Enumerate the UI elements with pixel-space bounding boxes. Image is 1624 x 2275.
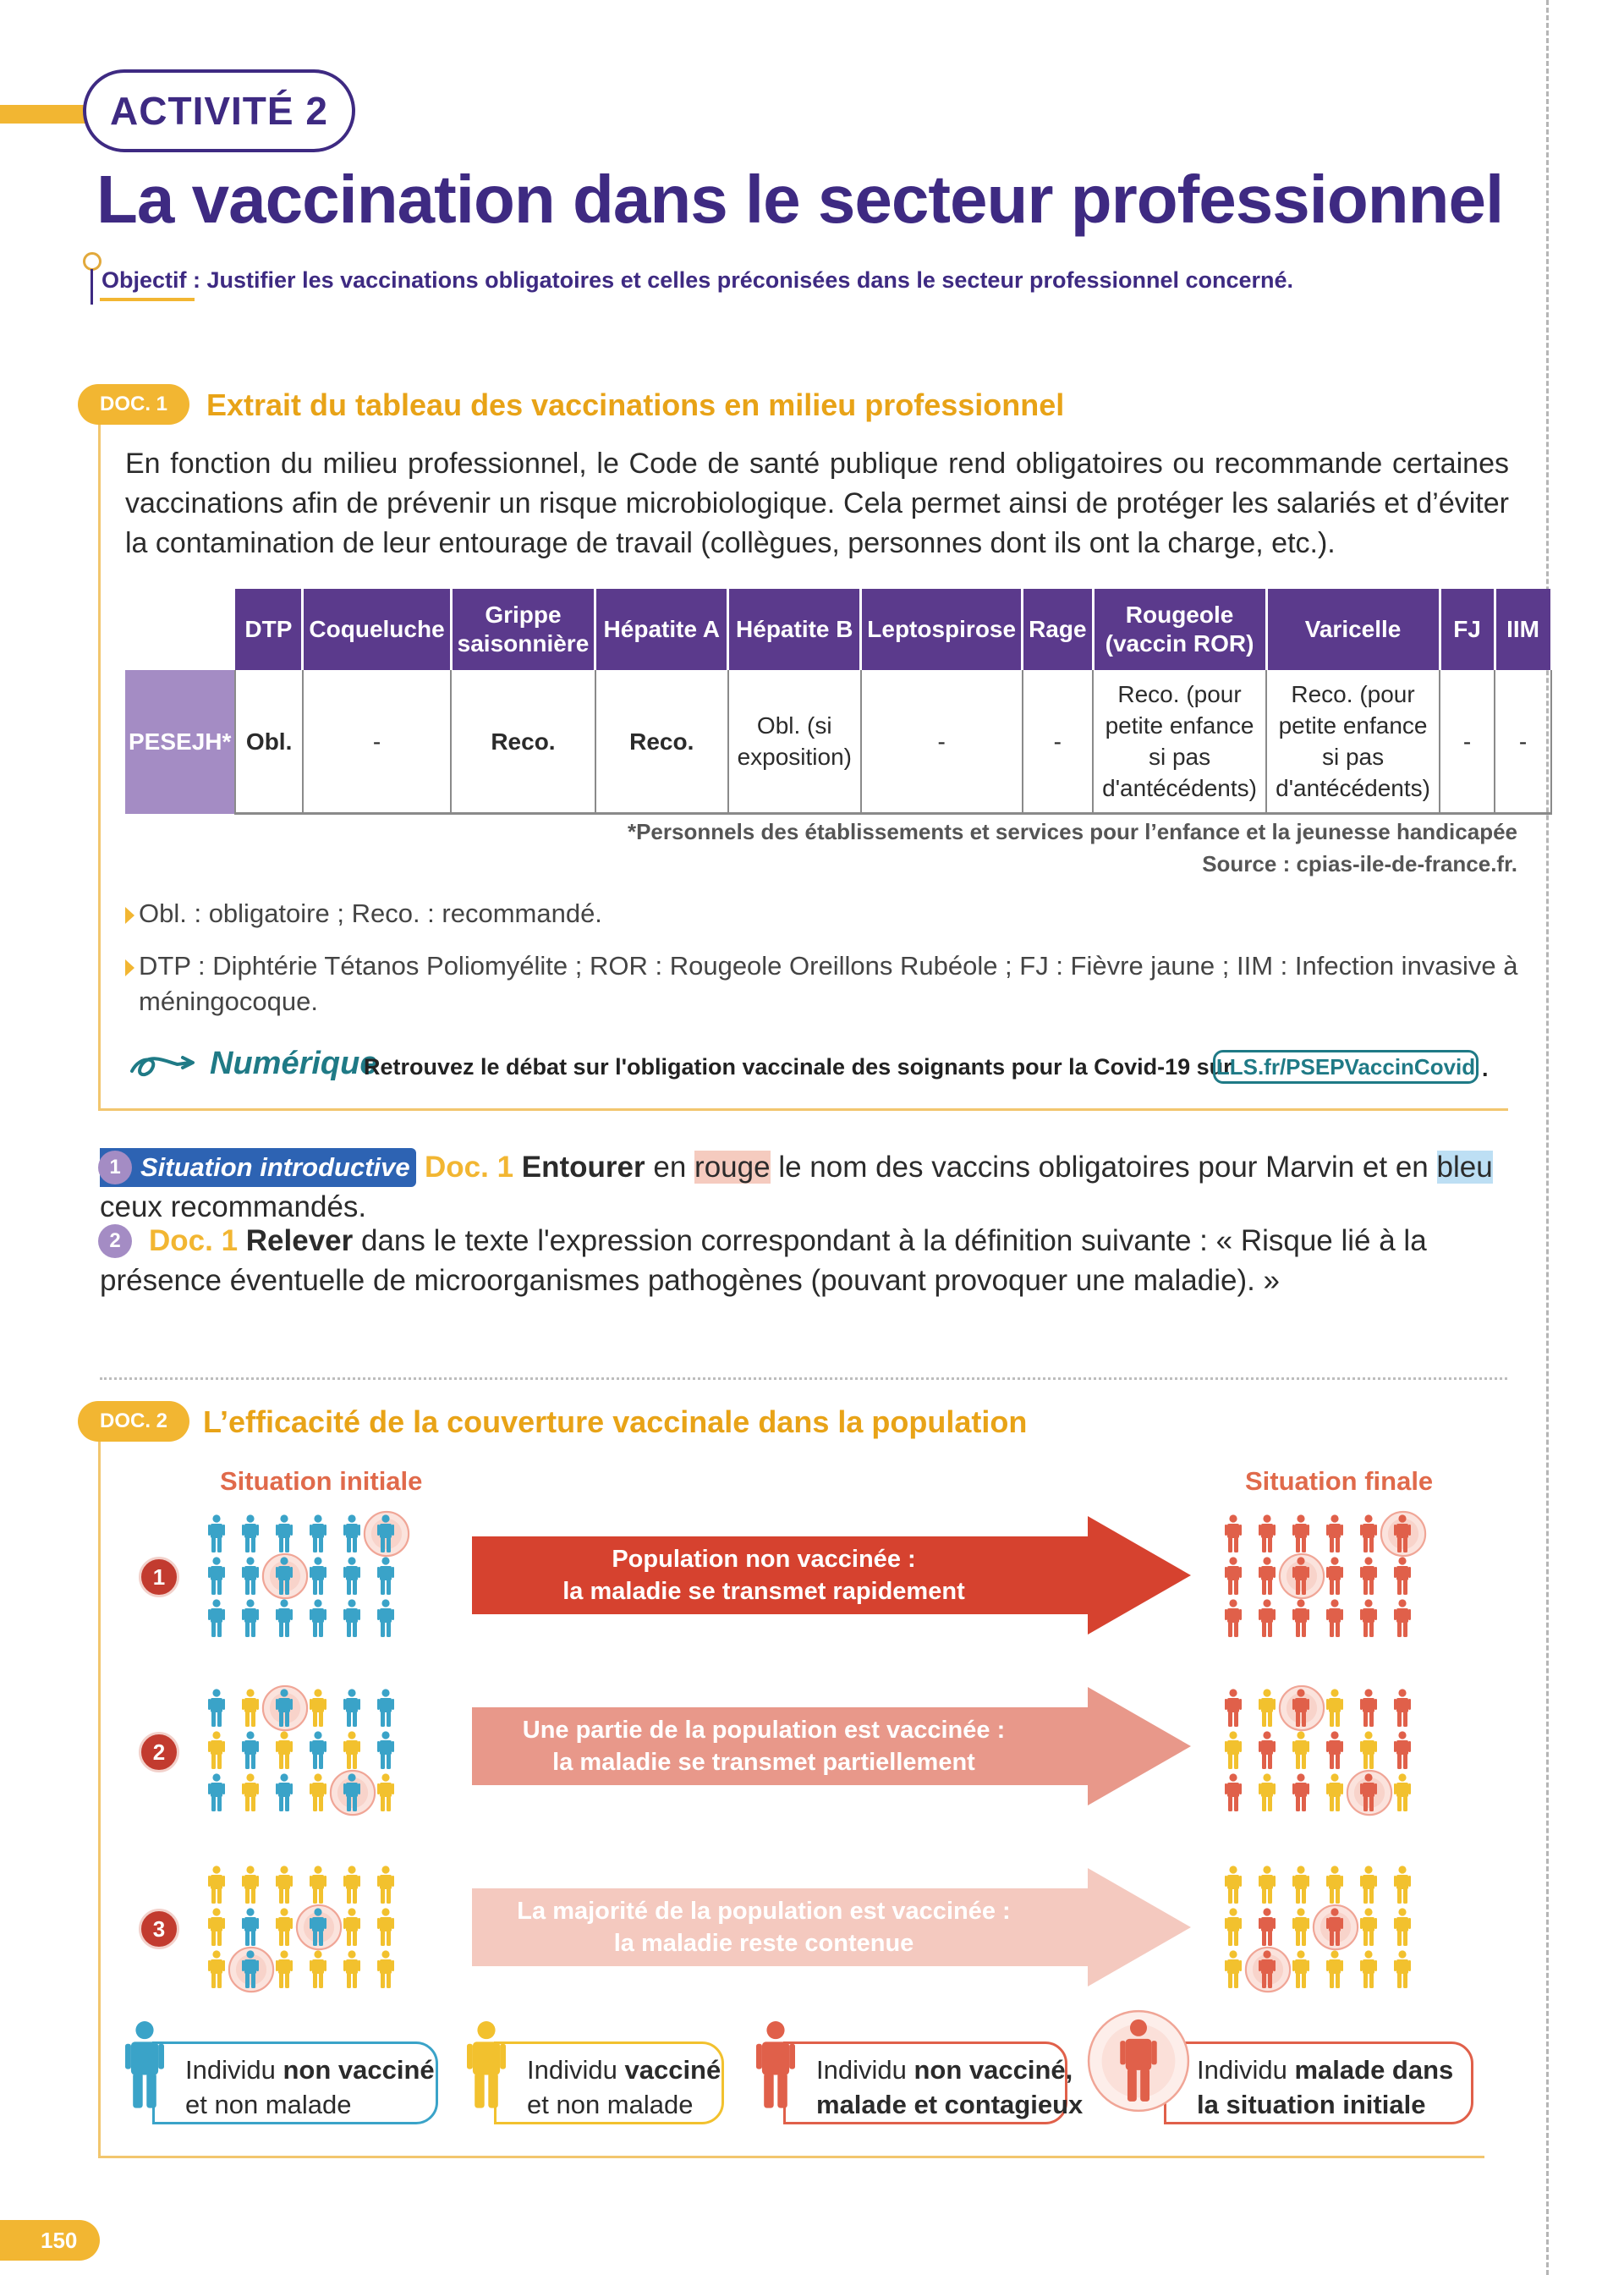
row-3-arrow-line2: la maladie reste contenue [613,1930,914,1957]
person-icon [208,1514,225,1553]
person-icon [310,1514,326,1553]
person-icon [242,1557,259,1596]
legend-initial-sick [1164,2041,1473,2124]
person-icon [1360,1950,1377,1989]
table-header: IIM [1495,589,1551,670]
legend-person-blue-icon [125,2014,164,2117]
person-icon [1225,1908,1242,1947]
person-icon [276,1689,293,1728]
row-3-initial-grid [208,1866,452,1992]
person-icon [310,1557,326,1596]
legend-line [527,2052,721,2087]
person-icon [208,1773,225,1812]
question-2-doc-ref: Doc. 1 [149,1224,239,1257]
legend-bold: vacciné [624,2055,721,2085]
question-1-verb: Entourer [521,1151,645,1184]
person-icon [1292,1557,1309,1596]
person-icon [1292,1514,1309,1553]
person-icon [343,1689,360,1728]
doc2-badge: DOC. 2 [78,1401,189,1442]
row-1-final-grid [1225,1514,1468,1641]
person-icon [1259,1599,1276,1638]
person-icon [1225,1950,1242,1989]
table-footnote: *Personnels des établissements et services pour l’enfance et la jeunesse handicapée [627,819,1517,844]
legend-person-red-icon [756,2014,795,2117]
table-header: Hépatite A [595,589,728,670]
table-header: Coqueluche [303,589,451,670]
person-icon [1394,1514,1411,1553]
person-icon [377,1514,394,1553]
table-header: Rage [1023,589,1093,670]
bullet-icon [125,907,134,924]
row-2-number: 2 [139,1732,179,1772]
person-icon [242,1908,259,1947]
person-icon [1360,1689,1377,1728]
question-2-verb: Relever [245,1224,354,1257]
doc1-title: Extrait du tableau des vaccinations en milieu professionnel [206,387,1065,422]
person-icon [1326,1514,1343,1553]
person-icon [310,1731,326,1770]
legend-line2: malade et contagieux [816,2090,1084,2119]
person-icon [377,1908,394,1947]
person-icon [1292,1866,1309,1904]
person-icon [276,1908,293,1947]
person-icon [310,1950,326,1989]
person-icon [276,1599,293,1638]
numerique-link[interactable]: LLS.fr/PSEPVaccinCovid [1213,1050,1479,1084]
legend-vaccinated [494,2041,724,2124]
legend-line2-text: et non malade [527,2090,694,2119]
person-icon [377,1950,394,1989]
legend-line2: la situation initiale [1197,2090,1426,2119]
person-icon [310,1689,326,1728]
person-icon [343,1866,360,1904]
person-icon [1225,1557,1242,1596]
person-icon [1225,1866,1242,1904]
activity-accent-bar [0,105,86,124]
bullet-icon [125,959,134,976]
question-1-line2: ceux recommandés. [100,1190,367,1223]
person-icon [1326,1908,1343,1947]
person-icon [310,1773,326,1812]
situation-initiale-label: Situation initiale [220,1466,423,1496]
person-icon [242,1689,259,1728]
person-icon [1225,1514,1242,1553]
person-icon [1326,1557,1343,1596]
person-icon [242,1599,259,1638]
legend-line [816,2052,1073,2087]
legend-abbrev-2-cont: méningocoque. [139,986,318,1016]
person-icon [242,1866,259,1904]
legend-person-yellow-icon [467,2014,506,2117]
person-icon [1292,1908,1309,1947]
question-1-doc-ref: Doc. 1 [425,1151,514,1184]
person-icon [242,1731,259,1770]
table-cell: - [861,670,1023,814]
person-icon [208,1731,225,1770]
person-icon [276,1514,293,1553]
table-header: Grippe saisonnière [451,589,595,670]
person-icon [377,1689,394,1728]
person-icon [208,1908,225,1947]
person-icon [310,1866,326,1904]
person-icon [1360,1908,1377,1947]
person-icon [1394,1731,1411,1770]
person-icon [467,2014,506,2117]
person-icon [208,1557,225,1596]
person-icon [1326,1773,1343,1812]
row-3-arrow [472,1868,1191,1987]
person-icon [377,1557,394,1596]
person-icon [1360,1599,1377,1638]
person-icon [1394,1950,1411,1989]
objective [102,267,1293,294]
person-icon [1259,1514,1276,1553]
question-1-line1 [425,1147,1493,1187]
person-icon [1360,1773,1377,1812]
legend-line2 [527,2087,721,2122]
row-2-arrow-line2: la maladie se transmet partiellement [552,1749,975,1776]
table-cell: - [303,670,451,814]
legend-pre: Individu [816,2055,907,2085]
person-icon [276,1866,293,1904]
person-icon [377,1773,394,1812]
person-icon [343,1773,360,1812]
question-2-text-a: dans le texte l'expression correspondant à la définition suivante : « Risque lié à la [361,1224,1427,1257]
situation-introductive-badge: Situation introductive [100,1148,416,1187]
table-source: Source : cpias-ile-de-france.fr. [1202,851,1517,876]
person-icon [377,1866,394,1904]
legend-line2: et non malade [185,2090,352,2119]
person-icon [276,1773,293,1812]
person-icon [1225,1731,1242,1770]
objective-label: Objectif : [102,267,201,293]
objective-text: Justifier les vaccinations obligatoires et celles préconisées dans le secteur professionnel concerné. [206,267,1294,293]
question-1-text-b: le nom des vaccins obligatoires pour Marvin et en [778,1151,1429,1184]
person-icon [1394,1866,1411,1904]
row-2-arrow-line1: Une partie de la population est vaccinée : [522,1717,1006,1744]
page-title: La vaccination dans le secteur professionnel [96,162,1504,237]
table-cell: Reco. [451,670,595,814]
legend-bold: non vacciné [283,2055,435,2085]
vaccination-table [125,589,1553,815]
table-header: Leptospirose [861,589,1023,670]
person-icon [1259,1731,1276,1770]
person-icon [1292,1599,1309,1638]
doc1-paragraph: En fonction du milieu professionnel, le Code de santé publique rend obligatoires ou recommande certaines vaccinations afin de prévenir un risque microbiologique. Cela permet ainsi de protéger les salariés et d’éviter la contamination de leur entourage de travail (collègues, personnes dont ils ont la charge, etc.). [125,448,1509,559]
table-cell: Reco. [595,670,728,814]
person-icon [1292,1731,1309,1770]
person-icon [1292,1689,1309,1728]
highlight-red: rouge [694,1151,771,1184]
person-icon [343,1950,360,1989]
person-icon [208,1689,225,1728]
legend-abbrev-1: Obl. : obligatoire ; Reco. : recommandé. [139,898,602,928]
person-icon [310,1908,326,1947]
legend-person-ringed-icon [1086,2003,1191,2120]
objective-pin-stem [91,269,93,305]
person-icon [1259,1689,1276,1728]
table-row [125,670,1551,814]
question-2-number: 2 [98,1224,132,1258]
person-icon [1225,1773,1242,1812]
numerique-end: . [1482,1056,1489,1081]
person-icon [1394,1599,1411,1638]
person-icon [1225,1689,1242,1728]
table-cell: Reco. (pour petite enfance si pas d'antécédents) [1266,670,1440,814]
legend-line [185,2052,436,2087]
person-icon [1360,1866,1377,1904]
numerique-text: Retrouvez le débat sur l'obligation vaccinale des soignants pour la Covid-19 sur [364,1054,1232,1080]
question-2-line2: présence éventuelle de microorganismes pathogènes (pouvant provoquer une maladie). » [100,1264,1281,1297]
person-icon [1292,1773,1309,1812]
table-cell: - [1495,670,1551,814]
person-icon [377,1731,394,1770]
row-3-arrow-line1: La majorité de la population est vaccinée : [517,1898,1011,1925]
table-header: Hépatite B [728,589,861,670]
person-icon [208,1866,225,1904]
row-2-final-grid [1225,1689,1468,1816]
person-icon [1360,1514,1377,1553]
margin-dashed-line [1546,0,1549,2275]
person-icon [1326,1599,1343,1638]
legend-abbrev-2: DTP : Diphtérie Tétanos Poliomyélite ; ROR : Rougeole Oreillons Rubéole ; FJ : Fièvre jaune ; IIM : Infection invasive à [139,951,1518,981]
situation-finale-label: Situation finale [1245,1466,1434,1496]
row-3-number: 3 [139,1909,179,1949]
numerique-label: Numérique [210,1046,378,1081]
person-icon [1326,1866,1343,1904]
person-icon [125,2014,164,2117]
person-icon [1259,1773,1276,1812]
row-1-arrow-line2: la maladie se transmet rapidement [562,1578,965,1605]
person-icon [208,1599,225,1638]
table-header: DTP [235,589,303,670]
row-1-initial-grid [208,1514,452,1641]
person-icon [343,1514,360,1553]
numerique-swirl-icon [127,1049,198,1083]
table-cell: - [1023,670,1093,814]
legend-bold: non vacciné, [914,2055,1073,2085]
legend-pre: Individu [1197,2055,1287,2085]
legend-unvaccinated [152,2041,438,2124]
doc2-title: L’efficacité de la couverture vaccinale dans la population [203,1404,1028,1439]
person-icon [1292,1950,1309,1989]
table-header: FJ [1440,589,1495,670]
person-icon [1259,1908,1276,1947]
person-icon [276,1557,293,1596]
person-icon [1259,1950,1276,1989]
page-number: 150 [0,2220,100,2261]
person-icon [1259,1557,1276,1596]
table-row-label: PESEJH* [125,670,235,814]
legend-line [1197,2052,1471,2087]
person-icon [242,1514,259,1553]
person-icon [1360,1557,1377,1596]
table-header: Varicelle [1266,589,1440,670]
person-icon [756,2014,795,2117]
person-icon [242,1773,259,1812]
legend-pre: Individu [185,2055,276,2085]
table-cell: Obl. (si exposition) [728,670,861,814]
row-2-initial-grid [208,1689,452,1816]
person-icon [1326,1731,1343,1770]
question-2-line1 [149,1221,1427,1261]
question-1-text-a: en [653,1151,687,1184]
person-icon [276,1731,293,1770]
objective-underline [100,298,195,301]
row-2-arrow [472,1687,1191,1805]
section-separator [100,1377,1507,1380]
activity-label: ACTIVITÉ 2 [83,69,355,152]
row-1-arrow-line1: Population non vaccinée : [612,1546,916,1573]
legend-bold: malade dans [1294,2055,1454,2085]
table-corner [125,589,235,670]
row-1-number: 1 [139,1557,179,1597]
doc1-badge: DOC. 1 [78,384,189,425]
legend-sick [783,2041,1084,2124]
person-icon [343,1599,360,1638]
person-icon [1326,1689,1343,1728]
person-icon [1360,1731,1377,1770]
person-icon [343,1908,360,1947]
person-icon [208,1950,225,1989]
person-icon [1394,1773,1411,1812]
objective-pin-icon [83,252,102,271]
person-icon [1225,1599,1242,1638]
person-icon [1394,1557,1411,1596]
person-icon [1326,1950,1343,1989]
person-icon [1394,1908,1411,1947]
question-1-number: 1 [98,1151,132,1184]
person-icon [343,1731,360,1770]
table-cell: Obl. [235,670,303,814]
person-icon [276,1950,293,1989]
row-3-final-grid [1225,1866,1468,1992]
person-icon [242,1950,259,1989]
table-cell: Reco. (pour petite enfance si pas d'antécédents) [1093,670,1266,814]
person-icon [1259,1866,1276,1904]
person-icon [377,1599,394,1638]
row-1-arrow [472,1516,1191,1635]
table-header: Rougeole (vaccin ROR) [1093,589,1266,670]
person-icon [343,1557,360,1596]
table-cell: - [1440,670,1495,814]
highlight-blue: bleu [1436,1151,1493,1184]
person-icon [310,1599,326,1638]
legend-pre: Individu [527,2055,617,2085]
table-header-row [125,589,1551,670]
person-icon [1394,1689,1411,1728]
person-icon [1120,2019,1157,2103]
